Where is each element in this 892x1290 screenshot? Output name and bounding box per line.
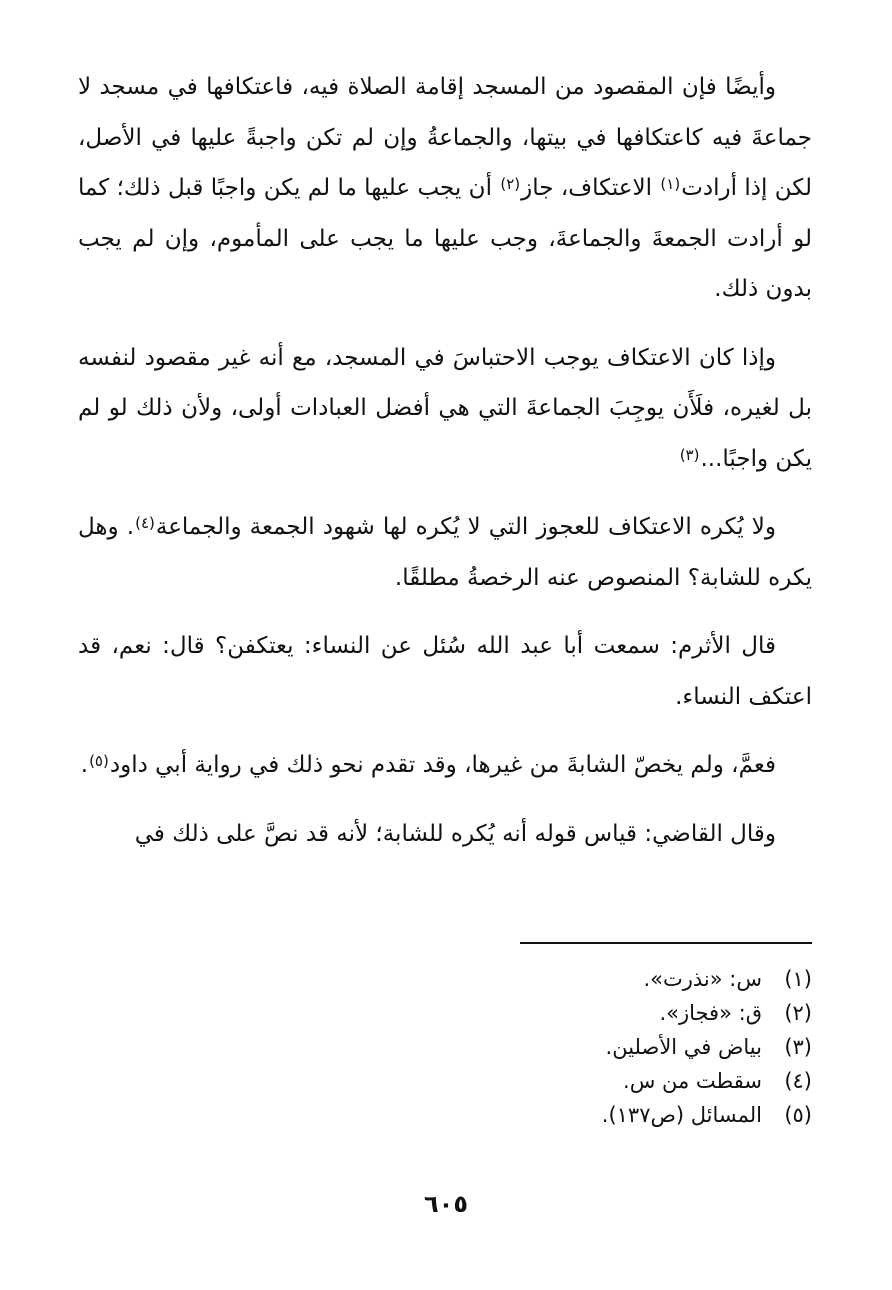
footnotes-list — [78, 962, 812, 1132]
footnote-text: سقطت من س. — [623, 1069, 762, 1093]
paragraph-text: . وهل يكره للشابة؟ المنصوص عنه الرخصةُ مطلقًا. — [78, 514, 812, 591]
paragraph — [78, 621, 812, 722]
paragraph-text: فعمَّ، ولم يخصّ الشابةَ من غيرها، وقد تقدم نحو ذلك في رواية أبي داود — [109, 752, 776, 778]
footnote-ref: (١) — [660, 175, 681, 193]
paragraph-text: قال الأثرم: سمعت أبا عبد الله سُئل عن النساء: يعتكفن؟ قال: نعم، قد اعتكف النساء. — [78, 633, 812, 710]
paragraph — [78, 740, 812, 791]
paragraph-text: . — [80, 752, 89, 778]
paragraph — [78, 502, 812, 603]
paragraph — [78, 809, 812, 860]
paragraph-text: ولا يُكره الاعتكاف للعجوز التي لا يُكره لها شهود الجمعة والجماعة — [155, 514, 777, 540]
footnote-ref: (٣) — [679, 445, 700, 464]
footnote-item — [78, 1030, 812, 1064]
paragraph — [78, 62, 812, 315]
footnote-ref: (٥) — [89, 752, 109, 770]
footnote-number: (٤) — [784, 1069, 812, 1093]
paragraph-text: وقال القاضي: قياس قوله أنه يُكره للشابة؛ لأنه قد نصَّ على ذلك في — [134, 820, 776, 847]
footnote-number: (٥) — [784, 1103, 812, 1127]
footnote-item — [78, 1098, 812, 1132]
paragraph-text: وإذا كان الاعتكاف يوجب الاحتباسَ في المسجد، مع أنه غير مقصود لنفسه بل لغيره، فلَأَن يوجِبَ الجماعةَ التي هي أفضل العبادات أولى، ولأن ذلك لو لم يكن واجبًا... — [78, 344, 812, 472]
paragraph-text: الاعتكاف، جاز — [521, 175, 660, 201]
footnote-number: (٢) — [784, 1001, 812, 1025]
page-body — [78, 62, 812, 877]
footnote-item — [78, 996, 812, 1030]
main-text — [78, 62, 812, 859]
footnote-number: (٣) — [784, 1035, 812, 1059]
footnote-item — [78, 962, 812, 996]
footnote-text: المسائل (ص١٣٧). — [601, 1103, 762, 1127]
footnote-divider — [520, 942, 812, 944]
footnote-text: بياض في الأصلين. — [605, 1035, 762, 1059]
footnote-text: ق: «فجاز». — [659, 1001, 762, 1025]
paragraph-text: أن يجب عليها ما لم يكن واجبًا قبل ذلك؛ كما لو أرادت الجمعةَ والجماعةَ، وجب عليها ما يجب على المأموم، وإن لم يجب بدون ذلك. — [78, 175, 812, 302]
footnote-ref: (٤) — [135, 514, 155, 532]
page-number: ٦٠٥ — [424, 1190, 468, 1218]
footnote-ref: (٢) — [500, 175, 521, 193]
footnote-item — [78, 1064, 812, 1098]
paragraph — [78, 333, 812, 485]
paragraph-text: وأيضًا فإن المقصود من المسجد إقامة الصلاة فيه، فاعتكافها في مسجد لا جماعةَ فيه كاعتكافها في بيتها، والجماعةُ وإن لم تكن واجبةً عليها في الأصل، لكن إذا أرادت — [78, 74, 812, 201]
footnote-text: س: «نذرت». — [643, 967, 762, 991]
footnote-number: (١) — [784, 967, 812, 991]
